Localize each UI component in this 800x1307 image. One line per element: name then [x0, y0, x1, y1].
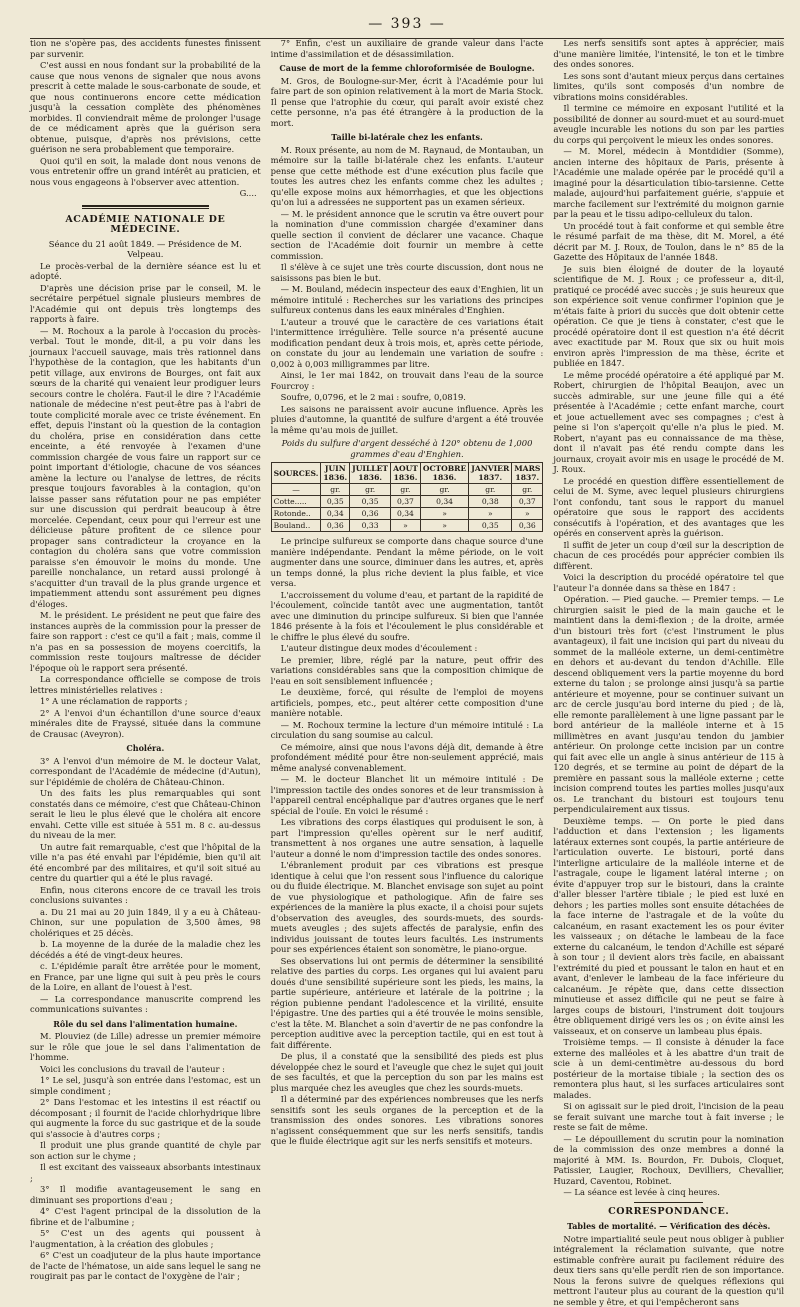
paragraph: — M. Rochoux termine la lecture d'un mémoire intitulé : La circulation du sang soumise au calcul.	[271, 720, 544, 741]
table-header: JUIN 1836.	[321, 463, 350, 484]
paragraph: Ses observations lui ont permis de déterminer la sensibilité relative des parties du corps. Les organes qui lui avaient paru doués d'une sensibilité supérieure sont les pieds, les mains, la partie supérieure, antérieure et latérale de la poitrine ; la région pubienne pendant l'adolescence et la virilité, ensuite l'épigastre. Une des parties qui a été trouvée le moins sensible, c'est la tête. M. Blanchet a soin d'avertir de ne pas confondre la perception auditive avec la perception tactile, qui en est tout à fait différente.	[271, 956, 544, 1051]
taille-subtitle: Taille bi-latérale chez les enfants.	[271, 132, 544, 143]
table-cell: gr.	[391, 484, 421, 496]
table-cell: 0,38	[469, 496, 512, 508]
table-unit-row	[271, 484, 543, 496]
table-header: OCTOBRE 1836.	[420, 463, 468, 484]
paragraph: 2° A l'envoi d'un échantillon d'une source d'eaux minérales dite de Frayssé, située dans la commune de Crausac (Aveyron).	[30, 708, 261, 740]
correspondance-subtitle: Tables de mortalité. — Vérification des décès.	[553, 1221, 784, 1232]
paragraph: Il termine ce mémoire en exposant l'utilité et la possibilité de donner au sourd-muet et au sourd-muet aveugle incurable les notions du son par les parties du corps qui perçoivent le mieux les ondes sonores.	[553, 103, 784, 145]
sulfur-table	[271, 462, 544, 532]
paragraph: — M. le docteur Blanchet lit un mémoire intitulé : De l'impression tactile des ondes sonores et de leur transmission à l'appareil central encéphalique par d'autres organes que le nerf spécial de l'ouïe. En voici le résumé :	[271, 774, 544, 816]
paragraph: — M. Morel, médecin à Montdidier (Somme), ancien interne des hôpitaux de Paris, présente à l'Académie une malade opérée par le procédé qu'il a imaginé pour la désarticulation tibio-tarsienne. Cette malade, aujourd'hui parfaitement guérie, s'appuie et marche facilement sur l'extrémité du moignon garnie par la peau et le tissu adipo-celluleux du talon.	[553, 146, 784, 220]
paragraph: Le même procédé opératoire a été appliqué par M. Robert, chirurgien de l'hôpital Beaujon, avec un succès admirable, sur une jeune fille qui a été présentée à l'Académie ; cette enfant marche, court et joue actuellement avec ses compagnes ; c'est à peine si l'on s'aperçoit qu'elle n'a plus le pied. M. Robert, n'ayant pas eu connaissance de ma thèse, dont il n'avait pas été rendu compte dans les journaux, croyait avoir mis en usage le procédé de M. J. Roux.	[553, 370, 784, 475]
table-row	[271, 508, 543, 520]
table-header: SOURCES.	[271, 463, 321, 484]
paragraph: Il suffit de jeter un coup d'œil sur la description de chacun de ces procédés pour apprécier combien ils diffèrent.	[553, 540, 784, 572]
paragraph: La correspondance officielle se compose de trois lettres ministérielles relatives :	[30, 674, 261, 695]
paragraph: a. Du 21 mai au 20 juin 1849, il y a eu à Château-Chinon, sur une population de 3,500 âmes, 98 cholériques et 25 décès.	[30, 907, 261, 939]
table-header: AOUT 1836.	[391, 463, 421, 484]
table-cell: gr.	[469, 484, 512, 496]
paragraph: Les nerfs sensitifs sont aptes à apprécier, mais d'une manière limitée, l'intensité, le ton et le timbre des ondes sonores.	[553, 38, 784, 70]
page-number: — 393 —	[368, 16, 446, 32]
paragraph: L'accroissement du volume d'eau, et partant de la rapidité de l'écoulement, coïncide tantôt avec une augmentation, tantôt avec une diminution du principe sulfureux. Si bien que l'année 1846 présente à la fois et l'écoulement le plus considérable et le chiffre le plus élevé du soufre.	[271, 590, 544, 643]
paragraph: Il s'élève à ce sujet une très courte discussion, dont nous ne saisissons pas bien le but.	[271, 262, 544, 283]
table-row	[271, 520, 543, 532]
paragraph: Le premier, libre, réglé par la nature, peut offrir des variations considérables sans que la composition chimique de l'eau en soit sensiblement influencée ;	[271, 655, 544, 687]
paragraph: Le procédé en question diffère essentiellement de celui de M. Syme, avec lequel plusieurs chirurgiens l'ont confondu, tant sous le rapport du manuel opératoire que sous le rapport des accidents consécutifs à l'opération, et des avantages que les opérés en conservent après la guérison.	[553, 476, 784, 539]
table-cell: gr.	[512, 484, 543, 496]
correspondance-title: CORRESPONDANCE.	[553, 1207, 784, 1218]
text-columns	[30, 38, 784, 1148]
paragraph: Ainsi, le 1er mai 1842, on trouvait dans l'eau de la source Fourcroy :	[271, 370, 544, 391]
section-divider	[634, 1202, 703, 1203]
table-cell: 0,36	[321, 520, 350, 532]
table-cell: 0,35	[321, 496, 350, 508]
paragraph: 5° C'est un des agents qui poussent à l'augmentation, à la création des globules ;	[30, 1228, 261, 1249]
paragraph: De plus, il a constaté que la sensibilité des pieds est plus développée chez le sourd et l'aveugle que chez le sujet qui jouit de ses facultés, et que la perception du son par les mains est plus marquée chez les aveugles que chez les sourds-muets.	[271, 1051, 544, 1093]
paragraph: Voici la description du procédé opératoire tel que l'auteur l'a donnée dans sa thèse en 1847 :	[553, 572, 784, 593]
table-cell: Cotte.....	[271, 496, 321, 508]
paragraph: Soufre, 0,0796, et le 2 mai : soufre, 0,0819.	[271, 392, 544, 403]
paragraph: M. Roux présente, au nom de M. Raynaud, de Montauban, un mémoire sur la taille bi-latérale chez les enfants. L'auteur pense que cette méthode est d'une exécution plus facile que toutes les autres chez les enfants comme chez les adultes ; qu'elle expose moins aux hémorrhagies, et que les objections qu'on lui a adressées ne supportent pas un examen sérieux.	[271, 145, 544, 208]
paragraph: M. Plouviez (de Lille) adresse un premier mémoire sur le rôle que joue le sel dans l'alimentation de l'homme.	[30, 1031, 261, 1063]
paragraph: Enfin, nous citerons encore de ce travail les trois conclusions suivantes :	[30, 885, 261, 906]
paragraph: 6° C'est un coadjuteur de la plus haute importance de l'acte de l'hématose, un aide sans lequel le sang ne rougirait pas par le contact de l'oxygène de l'air ;	[30, 1250, 261, 1282]
paragraph: L'auteur distingue deux modes d'écoulement :	[271, 643, 544, 654]
column-2	[271, 38, 544, 1148]
paragraph: Je suis bien éloigné de douter de la loyauté scientifique de M. J. Roux ; ce professeur a, dit-il, pratiqué ce procédé avec succès ; je suis heureux que son expérience soit venue confirmer l'opinion que je m'étais faite à priori du succès que doit obtenir cette opération. Ce que je tiens à constater, c'est que le procédé opératoire dont il est question n'a été décrit avec exactitude par M. Roux que six ou huit mois environ après l'impression de ma thèse, écrite et publiée en 1847.	[553, 264, 784, 369]
table-row	[271, 496, 543, 508]
paragraph: L'auteur a trouvé que le caractère de ces variations était l'intermittence irrégulière. Telle source n'a présenté aucune modification pendant deux à trois mois, et, après cette période, on constate du jour au lendemain une variation de soufre : 0,002 à 0,003 milligrammes par litre.	[271, 317, 544, 370]
table-cell: Bouland..	[271, 520, 321, 532]
paragraph: Si on agissait sur le pied droit, l'incision de la peau se ferait suivant une marche tout à fait inverse ; le reste se fait de même.	[553, 1101, 784, 1133]
paragraph: Il a déterminé par des expériences nombreuses que les nerfs sensitifs sont les seuls organes de la perception et de la transmission des ondes sonores. Les vibrations sonores n'agissent conséquemment que sur les nerfs sensitifs, tandis que le fluide électrique agit sur les nerfs sensitifs et moteurs.	[271, 1094, 544, 1147]
paragraph: Un des faits les plus remarquables qui sont constatés dans ce mémoire, c'est que Château-Chinon serait le lieu le plus élevé que le choléra ait encore envahi. Cette ville est située à 551 m. 8 c. au-dessus du niveau de la mer.	[30, 788, 261, 841]
table-cell: 0,37	[391, 496, 421, 508]
paragraph: — La correspondance manuscrite comprend les communications suivantes :	[30, 994, 261, 1015]
paragraph: b. La moyenne de la durée de la maladie chez les décédés a été de vingt-deux heures.	[30, 939, 261, 960]
paragraph: tion ne s'opère pas, des accidents funestes finissent par survenir.	[30, 38, 261, 59]
table-cell: »	[420, 520, 468, 532]
paragraph: Le deuxième, forcé, qui résulte de l'emploi de moyens artificiels, pompes, etc., peut altérer cette composition d'une manière notable.	[271, 687, 544, 719]
paragraph: Il produit une plus grande quantité de chyle par son action sur le chyme ;	[30, 1140, 261, 1161]
paragraph: Un procédé tout à fait conforme et qui semble être le résumé parfait de ma thèse, dit M. Morel, a été décrit par M. J. Roux, de Toulon, dans le n° 85 de la Gazette des Hôpitaux de l'année 1848.	[553, 221, 784, 263]
column-1	[30, 38, 261, 1148]
table-cell: gr.	[420, 484, 468, 496]
paragraph: 3° A l'envoi d'un mémoire de M. le docteur Valat, correspondant de l'Académie de médecine (d'Autun), sur l'épidémie de choléra de Château-Chinon.	[30, 756, 261, 788]
paragraph: — M. Rochoux a la parole à l'occasion du procès-verbal. Tout le monde, dit-il, a pu voir dans les journaux l'accueil sauvage, mais très rationnel dans l'hypothèse de la contagion, que les habitants d'un petit village, aux environs de Bourges, ont fait aux sœurs de la charité qui venaient leur prodiguer leurs secours contre le choléra. Faut-il le dire ? l'Académie nationale de médecine n'est peut-être pas à l'abri de toute complicité morale avec ce triste événement. En effet, depuis l'instant où la question de la contagion du choléra, prise en considération dans cette enceinte, a été renvoyée à l'examen d'une commission chargée de vous faire un rapport sur ce point important d'étiologie, chacune de vos séances amène la lecture ou l'analyse de lettres, de récits presque toujours favorables à la contagion, qu'on laisse passer sans réfutation pour ne pas empiéter sur une discussion qui perdrait beaucoup à être morcelée. Cependant, ceux pour qui l'erreur est une délicieuse pâture profitent de ce silence pour propager sans contradicteur la croyance en la contagion du choléra sans que votre commission paraisse s'en émouvoir le moins du monde. Une pareille nonchalance, un retard aussi prolongé à s'acquitter d'un travail de la plus grande urgence et impatiemment attendu sont assurément peu dignes d'éloges.	[30, 326, 261, 610]
table-cell: —	[271, 484, 321, 496]
table-cell: Rotonde..	[271, 508, 321, 520]
paragraph: Un autre fait remarquable, c'est que l'hôpital de la ville n'a pas été envahi par l'épidémie, bien qu'il ait été encombré par des militaires, et qu'il soit situé au centre du quartier qui a été le plus ravagé.	[30, 842, 261, 884]
table-cell: 0,36	[512, 520, 543, 532]
paragraph: Troisième temps. — Il consiste à dénuder la face externe des malléoles et à les abattre d'un trait de scie à un demi-centimètre au-dessous du bord postérieur de la mortaise tibiale ; la section des os remontera plus haut, si les surfaces articulaires sont malades.	[553, 1037, 784, 1100]
paragraph: 4° C'est l'agent principal de la dissolution de la fibrine et de l'albumine ;	[30, 1206, 261, 1227]
paragraph: Quoi qu'il en soit, la malade dont nous venons de vous entretenir offre un grand intérêt au praticien, et nous vous engageons à l'observer avec attention.	[30, 156, 261, 188]
author-signature: G....	[30, 188, 257, 199]
paragraph: Notre impartialité seule peut nous obliger à publier intégralement la réclamation suivante, que notre estimable confrère aurait pu facilement réduire des deux tiers sans qu'elle perdît rien de son importance. Nous la ferons suivre de quelques réflexions qui mettront l'auteur plus au courant de la question qu'il ne semble y être, et qui l'empêcheront sans	[553, 1234, 784, 1307]
paragraph: Ce mémoire, ainsi que nous l'avons déjà dit, demande à être profondément médité pour être non-seulement apprécié, mais même analysé convenablement.	[271, 742, 544, 774]
paragraph: C'est aussi en nous fondant sur la probabilité de la cause que nous venons de signaler que nous avons prescrit à cette malade le sous-carbonate de soude, et que nous continuerons encore cette médication jusqu'à la cessation complète des phénomènes morbides. Il conviendrait même de prolonger l'usage de ce médicament après que la guérison sera obtenue, puisque, d'après nos prévisions, cette guérison ne sera probablement que temporaire.	[30, 60, 261, 155]
table-cell: 0,33	[350, 520, 391, 532]
page-header	[30, 10, 784, 39]
paragraph: — Le dépouillement du scrutin pour la nomination de la commission des onze membres a donné la majorité à MM. Is. Bourdon, Fr. Dubois, Cloquet, Patissier, Laugier, Rochoux, Devilliers, Chevallier, Huzard, Caventou, Robinet.	[553, 1134, 784, 1187]
paragraph: 7° Enfin, c'est un auxiliaire de grande valeur dans l'acte intime d'assimilation et de désassimilation.	[271, 38, 544, 59]
sel-subtitle: Rôle du sel dans l'alimentation humaine.	[30, 1019, 261, 1030]
paragraph: Opération. — Pied gauche. — Premier temps. — Le chirurgien saisit le pied de la main gauche et le maintient dans la demi-flexion ; de la droite, armée d'un bistouri très fort (c'est l'instrument le plus avantageux), il fait une incision qui part du niveau du sommet de la malléole externe, un demi-centimètre en dehors et au-devant du tendon d'Achille. Elle descend obliquement vers la partie moyenne du bord externe du talon ; se prolonge ainsi jusqu'à sa partie antérieure et moyenne, pour se continuer suivant un arc de cercle jusqu'au bord interne du pied ; de là, elle remonte parallèlement à une ligne passant par le bord antérieur de la malléole interne et à 15 millimètres en avant jusqu'au tendon du jambier antérieur. On prolonge cette incision par un contre qui fait avec elle un angle à sinus antérieur de 115 à 120 degrés, et se termine au point de départ de la première en passant sous la malléole externe ; cette incision comprend toutes les parties molles jusqu'aux os. Le tranchant du bistouri est toujours tenu perpendiculairement aux tissus.	[553, 594, 784, 815]
paragraph: Les saisons ne paraissent avoir aucune influence. Après les pluies d'automne, la quantité de sulfure d'argent a été trouvée la même qu'au mois de juillet.	[271, 404, 544, 436]
academy-section-title: ACADÉMIE NATIONALE DE MÉDECINE.	[30, 215, 261, 236]
paragraph: — M. Bouland, médecin inspecteur des eaux d'Enghien, lit un mémoire intitulé : Recherches sur les variations des principes sulfureux contenus dans les eaux minérales d'Enghien.	[271, 284, 544, 316]
table-cell: »	[469, 508, 512, 520]
table-cell: gr.	[350, 484, 391, 496]
paragraph: c. L'épidémie paraît être arrêtée pour le moment, en France, par une ligne qui suit à peu près le cours de la Loire, en allant de l'ouest à l'est.	[30, 961, 261, 993]
paragraph: — M. le président annonce que le scrutin va être ouvert pour la nomination d'une commission chargée d'examiner dans quelle section il convient de déclarer une vacance. Chaque section de l'Académie doit fournir un membre à cette commission.	[271, 209, 544, 262]
paragraph: Le principe sulfureux se comporte dans chaque source d'une manière indépendante. Pendant la même période, on le voit augmenter dans une source, diminuer dans les autres, et, après un temps donné, la plus riche devient la plus faible, et vice versa.	[271, 536, 544, 589]
paragraph: Les vibrations des corps élastiques qui produisent le son, à part l'impression qu'elles opèrent sur le nerf auditif, transmettent à nos organes une autre sensation, à laquelle l'auteur a donné le nom d'impression tactile des ondes sonores.	[271, 817, 544, 859]
table-cell: »	[420, 508, 468, 520]
paragraph: Voici les conclusions du travail de l'auteur :	[30, 1064, 261, 1075]
column-3	[553, 38, 784, 1148]
table-cell: 0,35	[469, 520, 512, 532]
paragraph: D'après une décision prise par le conseil, M. le secrétaire perpétuel signale plusieurs membres de l'Académie qui ont depuis très longtemps des rapports à faire.	[30, 283, 261, 325]
paragraph: M. le président. Le président ne peut que faire des instances auprès de la commission pour la presser de faire son rapport : c'est ce qu'il a fait ; mais, comme il n'a pas en sa possession de moyens coercitifs, la commission reste toujours maîtresse de décider l'époque où le rapport sera présenté.	[30, 610, 261, 673]
table-caption: Poids du sulfure d'argent desséché à 120° obtenu de 1,000 grammes d'eau d'Enghien.	[271, 438, 544, 459]
paragraph: Il est excitant des vaisseaux absorbants intestinaux ;	[30, 1162, 261, 1183]
table-cell: 0,34	[391, 508, 421, 520]
paragraph: — La séance est levée à cinq heures.	[553, 1187, 784, 1198]
paragraph: Le procès-verbal de la dernière séance est lu et adopté.	[30, 261, 261, 282]
table-cell: 0,34	[420, 496, 468, 508]
table-cell: 0,36	[350, 508, 391, 520]
seance-line: Séance du 21 août 1849. — Présidence de M. Velpeau.	[30, 239, 261, 260]
table-cell: 0,34	[321, 508, 350, 520]
paragraph: Deuxième temps. — On porte le pied dans l'adduction et dans l'extension ; les ligaments latéraux externes sont coupés, la partie antérieure de l'articulation ouverte. Le bistouri, porté dans l'interligne articulaire de la malléole interne et de l'astragale, coupe le ligament latéral interne ; on évite d'appuyer trop sur le bistouri, dans la crainte d'aller blesser l'artère tibiale ; le pied est luxé en dehors ; les parties molles sont ensuite détachées de la face interne de l'astragale et de la voûte du calcanéum, en rasant exactement les os pour éviter les vaisseaux ; on détache le lambeau de la face externe du calcanéum, le tendon d'Achille est séparé à son tour ; il devient alors très facile, en abaissant l'extrémité du pied et poussant le talon en haut et en avant, d'enlever le lambeau de la face inférieure du calcanéum. Je répète que, dans cette dissection minutieuse et assez difficile qui ne peut se faire à larges coups de bistouri, l'instrument doit toujours être obliquement dirigé vers les os ; on évite ainsi les vaisseaux, et on conserve un lambeau plus épais.	[553, 816, 784, 1037]
table-cell: 0,37	[512, 496, 543, 508]
table-cell: »	[512, 508, 543, 520]
boulogne-subtitle: Cause de mort de la femme chloroformisée de Boulogne.	[271, 63, 544, 74]
table-cell: »	[391, 520, 421, 532]
table-header: JUILLET 1836.	[350, 463, 391, 484]
paragraph: Les sons sont d'autant mieux perçus dans certaines limites, qu'ils sont composés d'un nombre de vibrations moins considérables.	[553, 71, 784, 103]
paragraph: 3° Il modifie avantageusement le sang en diminuant ses proportions d'eau ;	[30, 1184, 261, 1205]
table-cell: gr.	[321, 484, 350, 496]
table-header: MARS 1837.	[512, 463, 543, 484]
cholera-subtitle: Choléra.	[30, 743, 261, 754]
paragraph: 1° A une réclamation de rapports ;	[30, 696, 261, 707]
paragraph: 1° Le sel, jusqu'à son entrée dans l'estomac, est un simple condiment ;	[30, 1075, 261, 1096]
section-divider	[82, 205, 209, 209]
table-cell: 0,35	[350, 496, 391, 508]
paragraph: 2° Dans l'estomac et les intestins il est réactif ou décomposant ; il fournit de l'acide chlorhydrique libre qui augmente la force du suc gastrique et de la soude qui s'associe à d'autres corps ;	[30, 1097, 261, 1139]
paragraph: L'ébranlement produit par ces vibrations est presque identique à celui que l'on ressent sous l'influence du calorique ou du fluide électrique. M. Blanchet envisage son sujet au point de vue physiologique et pathologique. Afin de faire ses expériences de la manière la plus exacte, il a choisi pour sujets d'observation des aveugles, des sourds-muets, des sourds-muets aveugles ; des sujets affectés de paralysie, enfin des individus jouissant de toutes leurs facultés. Les instruments pour ses expériences étaient son sonomètre, le piano-orgue.	[271, 860, 544, 955]
table-header-row	[271, 463, 543, 484]
table-header: JANVIER 1837.	[469, 463, 512, 484]
paragraph: M. Gros, de Boulogne-sur-Mer, écrit à l'Académie pour lui faire part de son opinion relativement à la mort de Maria Stock. Il pense que l'atrophie du cœur, qui paraît avoir existé chez cette personne, n'a pas été étrangère à la production de la mort.	[271, 76, 544, 129]
